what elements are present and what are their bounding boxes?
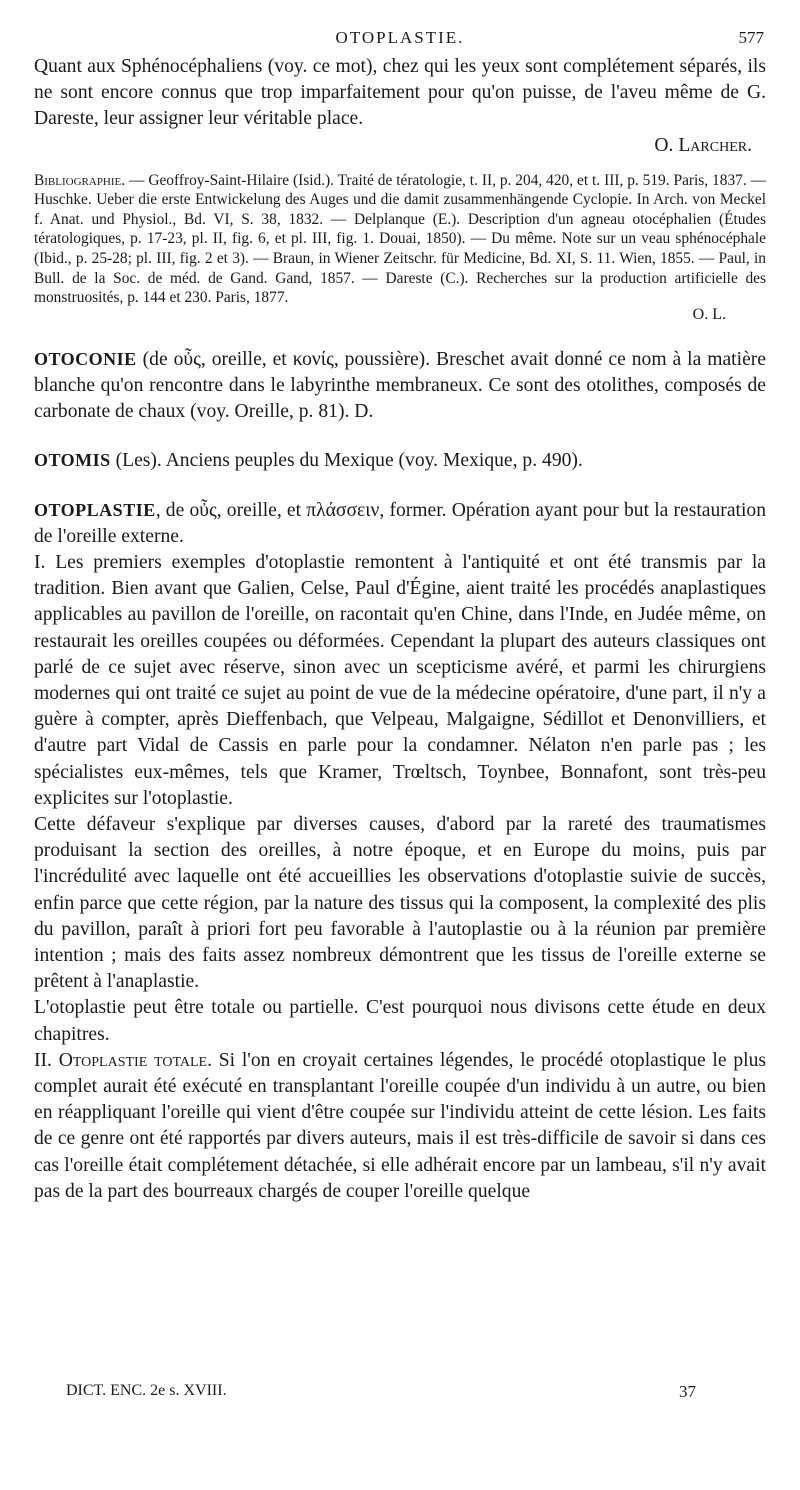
otoplastie-paragraph-3: L'otoplastie peut être totale ou partielle. C'est pourquoi nous divisons cette étude en deux chapitres. [34, 997, 766, 1045]
section-2-label: II. Otoplastie totale. [34, 1049, 212, 1071]
page-footer [66, 1382, 768, 1404]
headword-otoplastie: OTOPLASTIE [34, 499, 156, 520]
bibliography-signature: O. L. [692, 305, 726, 323]
otoplastie-paragraph-2: Cette défaveur s'explique par diverses causes, d'abord par la rareté des traumatismes produisant la section des oreilles, à notre époque, et en Europe du moins, puis par l'incrédulité avec laquelle ont été accueillies les observations d'otoplastie suivie de succès, enfin parce que cette région, par la nature des tissus qui la composent, la complexité des plis du pavillon, paraît à priori fort peu favorable à l'autoplastie ou à la réunion par première intention ; mais des faits assez nombreux démontrent que les tissus de l'oreille externe se prêtent à l'anaplastie. [34, 814, 766, 993]
author-signature: O. Larcher. [654, 134, 752, 156]
bibliography [34, 171, 766, 308]
headword-otomis: OTOMIS [34, 450, 111, 471]
otoconie-text: (de οὖς, oreille, et κονίς, poussière). Breschet avait donné ce nom à la matière blanche qu'on rencontre dans le labyrinthe membraneux. Ce sont des otolithes, composés de carbonate de chaux (voy. Oreille, p. 81). D. [34, 348, 766, 423]
otoplastie-paragraph-1: I. Les premiers exemples d'otoplastie remontent à l'antiquité et ont été transmis par la tradition. Bien avant que Galien, Celse, Paul d'Égine, aient traité les procédés anaplastiques applicables au pavillon de l'oreille, on racontait qu'en Chine, dans l'Inde, en Judée même, on restaurait les oreilles coupées ou déformées. Cependant la plupart des auteurs classiques ont parlé de ce sujet avec réserve, sinon avec un scepticisme avéré, et parmi les chirurgiens modernes qui ont traité ce sujet au point de vue de la médecine opératoire, d'une part, il n'y a guère à compter, après Dieffenbach, que Velpeau, Malgaigne, Sédillot et Denonvilliers, et d'autre part Vidal de Cassis en parle pour la condamner. Nélaton n'en parle pas ; les spécialistes eux-mêmes, tels que Kramer, Trœltsch, Toynbee, Bonnafont, sont très-peu explicites sur l'otoplastie. [34, 551, 766, 809]
footer-signature-number: 37 [679, 1382, 696, 1401]
otoplastie-intro: , de οὖς, oreille, et πλάσσειν, former. Opération ayant pour but la restauration de l'oreille externe. [34, 499, 766, 547]
headword-otoconie: OTOCONIE [34, 348, 137, 369]
bibliography-text: — Geoffroy-Saint-Hilaire (Isid.). Traité de tératologie, t. II, p. 204, 420, et t. III, p. 519. Paris, 1837. — Huschke. Ueber die erste Entwickelung des Auges und die damit zusammenhängende Cyclopie. In Arch. von Meckel f. Anat. und Physiol., Bd. VI, S. 38, 1832. — Delplanque (E.). Description d'un agneau otocéphalien (Études tératologiques, p. 17-23, pl. II, fig. 6, et pl. III, fig. 1. Douai, 1850). — Du même. Note sur un veau sphénocéphale (Ibid., p. 25-28; pl. III, fig. 2 et 3). — Braun, in Wiener Zeitschr. für Medicine, Bd. XI, S. 11. Wien, 1855. — Paul, in Bull. de la Soc. de méd. de Gand. Gand, 1857. — Dareste (C.). Recherches sur la production artificielle des monstruosités, p. 144 et 230. Paris, 1877. [34, 171, 766, 307]
entry-otoconie [34, 346, 766, 426]
entry-otoplastie [34, 497, 766, 550]
page-header [34, 28, 766, 54]
page [34, 28, 766, 1205]
previous-article-conclusion: Quant aux Sphénocéphaliens (voy. ce mot), chez qui les yeux sont complétement séparés, ils ne sont encore connus que trop imparfaitement pour qu'on puisse, de l'aveu même de G. Dareste, leur assigner leur véritable place. [34, 56, 766, 130]
footer-volume: DICT. ENC. 2e s. XVIII. [66, 1382, 227, 1399]
running-title: OTOPLASTIE. [335, 28, 465, 47]
otomis-text: (Les). Anciens peuples du Mexique (voy. Mexique, p. 490). [110, 450, 583, 472]
page-number: 577 [738, 28, 764, 47]
section-2-text: Si l'on en croyait certaines légendes, le procédé otoplastique le plus complet aurait été exécuté en transplantant l'oreille coupée d'un individu à un autre, ou bien en réappliquant l'oreille qui vient d'être coupée sur l'individu atteint de cette lésion. Les faits de ce genre ont été rapportés par divers auteurs, mais il est très-difficile de savoir si dans ces cas l'oreille était complétement détachée, si elle adhérait encore par un lambeau, s'il n'y avait pas de la part des bourreaux chargés de couper l'oreille quelque [34, 1049, 766, 1202]
otoplastie-section-2 [34, 1048, 766, 1205]
bibliography-label: Bibliographie. [34, 171, 126, 189]
entry-otomis [34, 447, 766, 474]
